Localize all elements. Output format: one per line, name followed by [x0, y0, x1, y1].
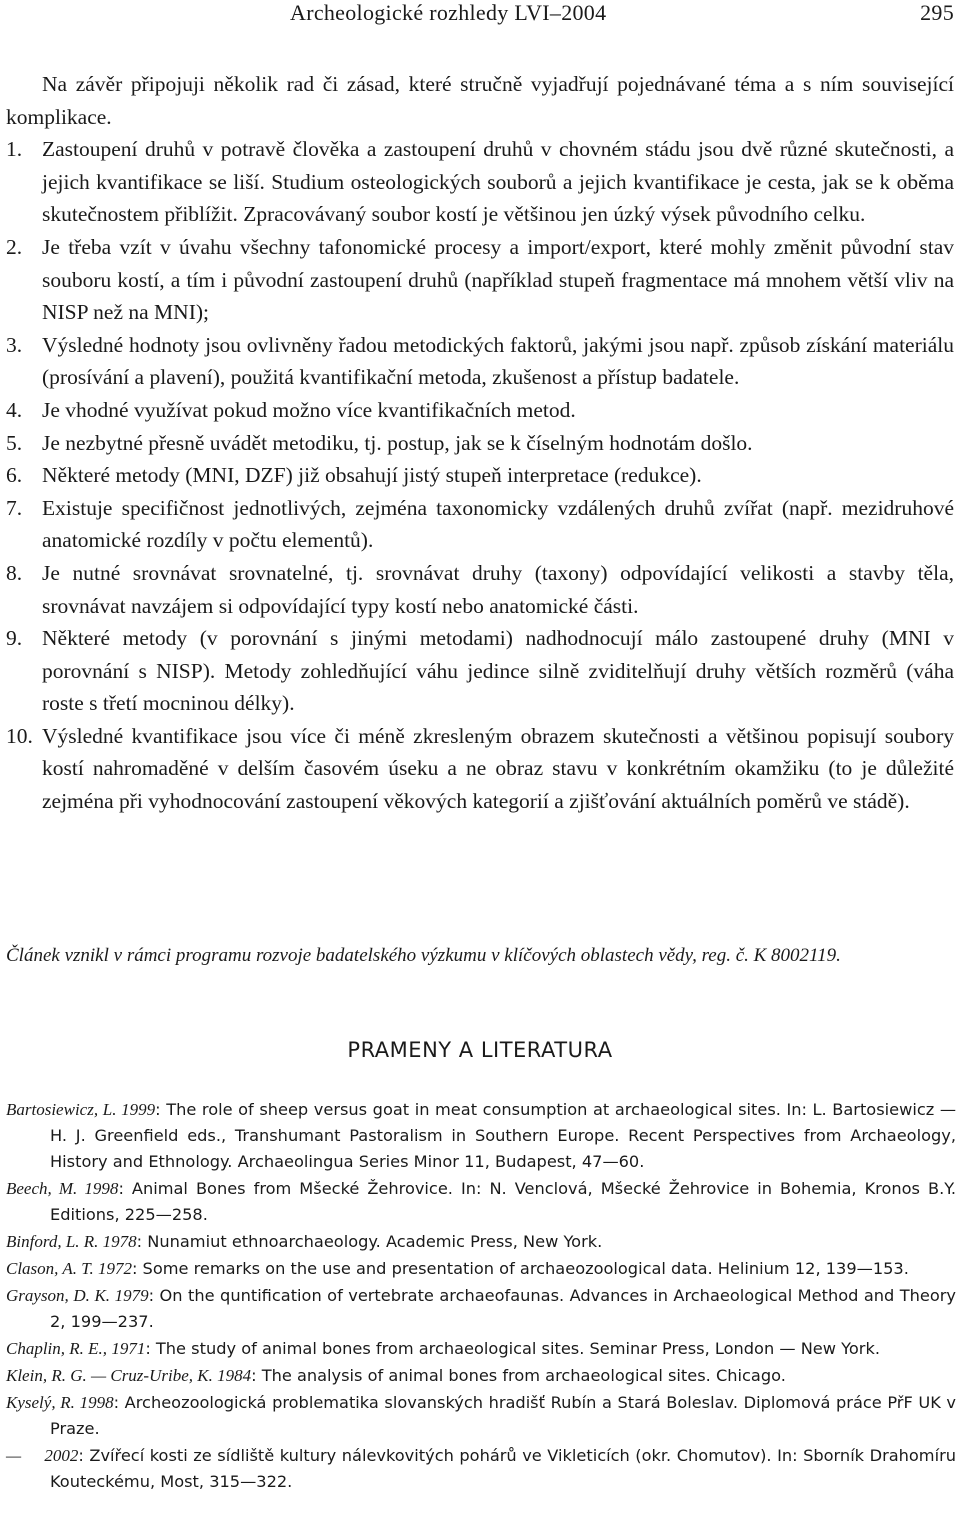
journal-title: Archeologické rozhledy LVI–2004	[290, 0, 607, 25]
item-text: Některé metody (v porovnání s jinými metodami) nadhodnocují málo zastoupené druhy (MNI v porovnání s NISP). Metody zohledňující váhu jedince silně zviditelňují druhy větších rozměrů (váha roste s třetí mocninou délky).	[42, 626, 954, 716]
reference-entry	[6, 1256, 956, 1282]
recommendation-list	[6, 133, 954, 817]
item-text: Je třeba vzít v úvahu všechny tafonomické procesy a import/export, které mohly změnit původní stav souboru kostí, a tím i původní zastoupení druhů (například stupeň fragmentace má mnohem větší vliv na NISP než na MNI);	[42, 234, 954, 325]
item-text: Je vhodné využívat pokud možno více kvantifikačních metod.	[42, 397, 576, 422]
reference-year: 1971	[107, 1339, 146, 1358]
acknowledgement-note: Článek vznikl v rámci programu rozvoje badatelského výzkumu v klíčových oblastech vědy, reg. č. K 8002119.	[6, 945, 841, 966]
reference-text: : The study of animal bones from archaeological sites. Seminar Press, London — New York.	[145, 1339, 880, 1358]
reference-text: : The role of sheep versus goat in meat consumption at archaeological sites. In: L. Bartosiewicz — H. J. Greenfield eds., Transhumant Pastoralism in Southern Europe. Recent Perspectives from Archaeology, History and Ethnology. Archaeolingua Series Minor 11, Budapest, 47—60.	[50, 1100, 957, 1171]
item-text: Výsledné hodnoty jsou ovlivněny řadou metodických faktorů, jakými jsou např. způsob získání materiálu (prosívání a plavení), použitá kvantifikační metoda, zkušenost a přístup badatele.	[42, 332, 954, 390]
item-number: 9.	[6, 626, 23, 651]
reference-text: : Nunamiut ethnoarchaeology. Academic Press, New York.	[136, 1232, 603, 1251]
reference-entry	[6, 1443, 956, 1495]
reference-year: 1972	[93, 1259, 132, 1278]
list-item	[6, 427, 954, 460]
reference-text: : Zvířecí kosti ze sídliště kultury nálevkovitých pohárů ve Vikleticích (okr. Chomutov). In: Sborník Drahomíru Kouteckému, Most, 315—322.	[50, 1446, 956, 1491]
item-text: Některé metody (MNI, DZF) již obsahují jistý stupeň interpretace (redukce).	[42, 463, 702, 488]
item-number: 10.	[6, 723, 33, 748]
list-item	[6, 231, 954, 329]
references-list	[6, 1097, 956, 1496]
reference-text: : Archeozoologická problematika slovanských hradišť Rubín a Stará Boleslav. Diplomová práce PřF UK v Praze.	[50, 1393, 957, 1438]
list-item	[6, 622, 954, 720]
reference-year: 1998	[74, 1393, 114, 1412]
running-head	[290, 0, 954, 28]
reference-author: Binford, L. R.	[6, 1232, 99, 1251]
item-text: Výsledné kvantifikace jsou více či méně zkresleným obrazem skutečnosti a většinou popisují soubory kostí nahromaděné v delším časovém úseku a ne obraz stavu v konkrétním okamžiku (to je důležité zejména při vyhodnocování zastoupení věkových kategorií a zjišťování aktuálních poměrů ve stádě).	[42, 723, 954, 814]
reference-entry	[6, 1176, 956, 1228]
item-text: Zastoupení druhů v potravě člověka a zastoupení druhů v chovném stádu jsou dvě různé skutečnosti, a jejich kvantifikace se liší. Studium osteologických souborů a jejich kvantifikace je cesta, jak se k oběma skutečnostem přiblížit. Zpracovávaný soubor kostí je většinou jen úzký výsek původního celku.	[42, 137, 954, 227]
item-text: Je nezbytné přesně uvádět metodiku, tj. postup, jak se k číselným hodnotám došlo.	[42, 430, 753, 455]
item-text: Je nutné srovnávat srovnatelné, tj. srovnávat druhy (taxony) odpovídající velikosti a stavby těla, srovnávat navzájem si odpovídající typy kostí nebo anatomické části.	[42, 560, 954, 618]
reference-entry	[6, 1363, 956, 1389]
list-item	[6, 720, 954, 818]
reference-author: Grayson, D. K.	[6, 1286, 111, 1305]
item-number: 8.	[6, 560, 23, 585]
reference-author: Chaplin, R. E.,	[6, 1339, 108, 1358]
reference-author: Kyselý, R.	[6, 1393, 75, 1412]
reference-entry	[6, 1229, 956, 1255]
list-item	[6, 133, 954, 231]
item-number: 5.	[6, 430, 23, 455]
reference-author: Bartosiewicz, L.	[6, 1100, 117, 1119]
reference-entry	[6, 1097, 956, 1175]
item-number: 6.	[6, 463, 23, 488]
reference-entry	[6, 1336, 956, 1362]
reference-year: 2002	[21, 1446, 79, 1465]
reference-author: —	[6, 1446, 22, 1465]
list-item	[6, 329, 954, 394]
item-text: Existuje specifičnost jednotlivých, zejména taxonomicky vzdálených druhů zvířat (např. mezidruhové anatomické rozdíly v počtu elementů).	[42, 495, 954, 553]
item-number: 4.	[6, 397, 23, 422]
reference-text: : Some remarks on the use and presentation of archaeozoological data. Helinium 12, 139—153.	[131, 1259, 909, 1278]
reference-text: : Animal Bones from Mšecké Žehrovice. In: N. Venclová, Mšecké Žehrovice in Bohemia, Kronos B.Y. Editions, 225—258.	[50, 1179, 956, 1224]
reference-year: 1998	[77, 1179, 119, 1198]
list-item	[6, 459, 954, 492]
list-item	[6, 492, 954, 557]
reference-year: 1984	[212, 1366, 252, 1385]
reference-year: 1979	[110, 1286, 149, 1305]
item-number: 2.	[6, 234, 23, 259]
reference-entry	[6, 1283, 956, 1335]
page-number: 295	[920, 0, 954, 25]
reference-year: 1999	[116, 1100, 156, 1119]
body-text	[6, 68, 954, 818]
reference-author: Beech, M.	[6, 1179, 78, 1198]
intro-paragraph: Na závěr připojuji několik rad či zásad, které stručně vyjadřují pojednávané téma a s ním související komplikace.	[6, 72, 954, 129]
reference-author: Clason, A. T.	[6, 1259, 94, 1278]
item-number: 7.	[6, 495, 23, 520]
references-heading: PRAMENY A LITERATURA	[347, 1038, 613, 1062]
reference-author: Klein, R. G. — Cruz-Uribe, K.	[6, 1366, 213, 1385]
reference-text: : On the quntification of vertebrate archaeofaunas. Advances in Archaeological Method and Theory 2, 199—237.	[50, 1286, 957, 1331]
list-item	[6, 394, 954, 427]
reference-entry	[6, 1390, 956, 1442]
item-number: 1.	[6, 137, 23, 162]
item-number: 3.	[6, 332, 23, 357]
reference-text: : The analysis of animal bones from archaeological sites. Chicago.	[251, 1366, 786, 1385]
list-item	[6, 557, 954, 622]
reference-year: 1978	[98, 1232, 137, 1251]
